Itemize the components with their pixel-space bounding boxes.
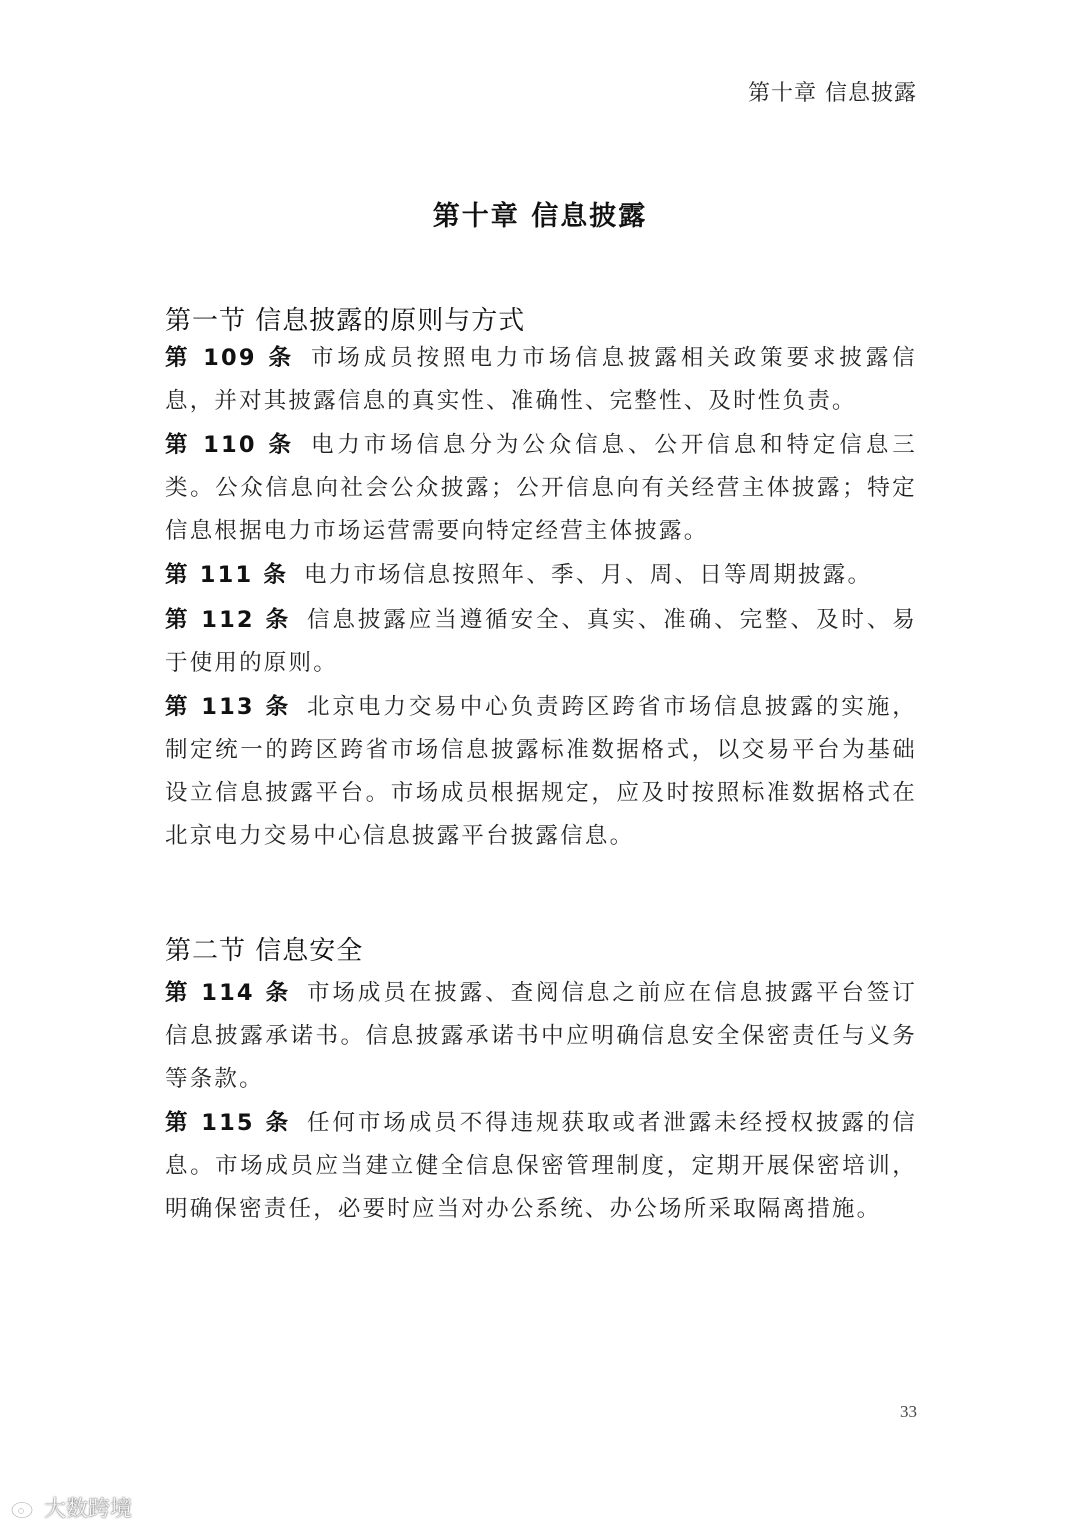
article-110: [165, 424, 917, 553]
chapter-title: 第十章 信息披露: [432, 201, 648, 232]
article-text: 任何市场成员不得违规获取或者泄露未经授权披露的信息。市场成员应当建立健全信息保密管理制度，定期开展保密培训，明确保密责任，必要时应当对办公系统、办公场所采取隔离措施。: [165, 1110, 917, 1222]
article-text: 市场成员在披露、查阅信息之前应在信息披露平台签订信息披露承诺书。信息披露承诺书中应明确信息安全保密责任与义务等条款。: [165, 980, 917, 1092]
article-number: 第 112 条: [165, 607, 292, 633]
article-text: 北京电力交易中心负责跨区跨省市场信息披露的实施，制定统一的跨区跨省市场信息披露标准数据格式，以交易平台为基础设立信息披露平台。市场成员根据规定，应及时按照标准数据格式在北京电力交易中心信息披露平台披露信息。: [165, 694, 917, 849]
article-109: [165, 337, 917, 423]
article-number: 第 113 条: [165, 694, 292, 720]
article-text: 电力市场信息按照年、季、月、周、日等周期披露。: [304, 562, 873, 588]
section-title: 第二节 信息安全: [165, 936, 364, 966]
section-title: 第一节 信息披露的原则与方式: [165, 306, 526, 336]
article-text: 电力市场信息分为公众信息、公开信息和特定信息三类。公众信息向社会公众披露；公开信息向有关经营主体披露；特定信息根据电力市场运营需要向特定经营主体披露。: [165, 432, 917, 544]
article-number: 第 110 条: [165, 432, 295, 458]
running-header: 第十章 信息披露: [748, 81, 917, 106]
article-115: [165, 1102, 917, 1231]
article-112: [165, 599, 917, 685]
page-number: 33: [900, 1402, 917, 1421]
weibo-logo-icon: [10, 1496, 40, 1520]
watermark: [10, 1492, 132, 1523]
article-number: 第 111 条: [165, 562, 289, 588]
article-number: 第 114 条: [165, 980, 292, 1006]
article-number: 第 115 条: [165, 1110, 292, 1136]
watermark-text: 大数跨境: [44, 1497, 133, 1522]
article-text: 信息披露应当遵循安全、真实、准确、完整、及时、易于使用的原则。: [165, 607, 917, 676]
article-text: 市场成员按照电力市场信息披露相关政策要求披露信息，并对其披露信息的真实性、准确性、完整性、及时性负责。: [165, 345, 917, 414]
article-113: [165, 686, 917, 858]
article-114: [165, 972, 917, 1101]
article-111: [165, 554, 917, 597]
article-number: 第 109 条: [165, 345, 295, 371]
